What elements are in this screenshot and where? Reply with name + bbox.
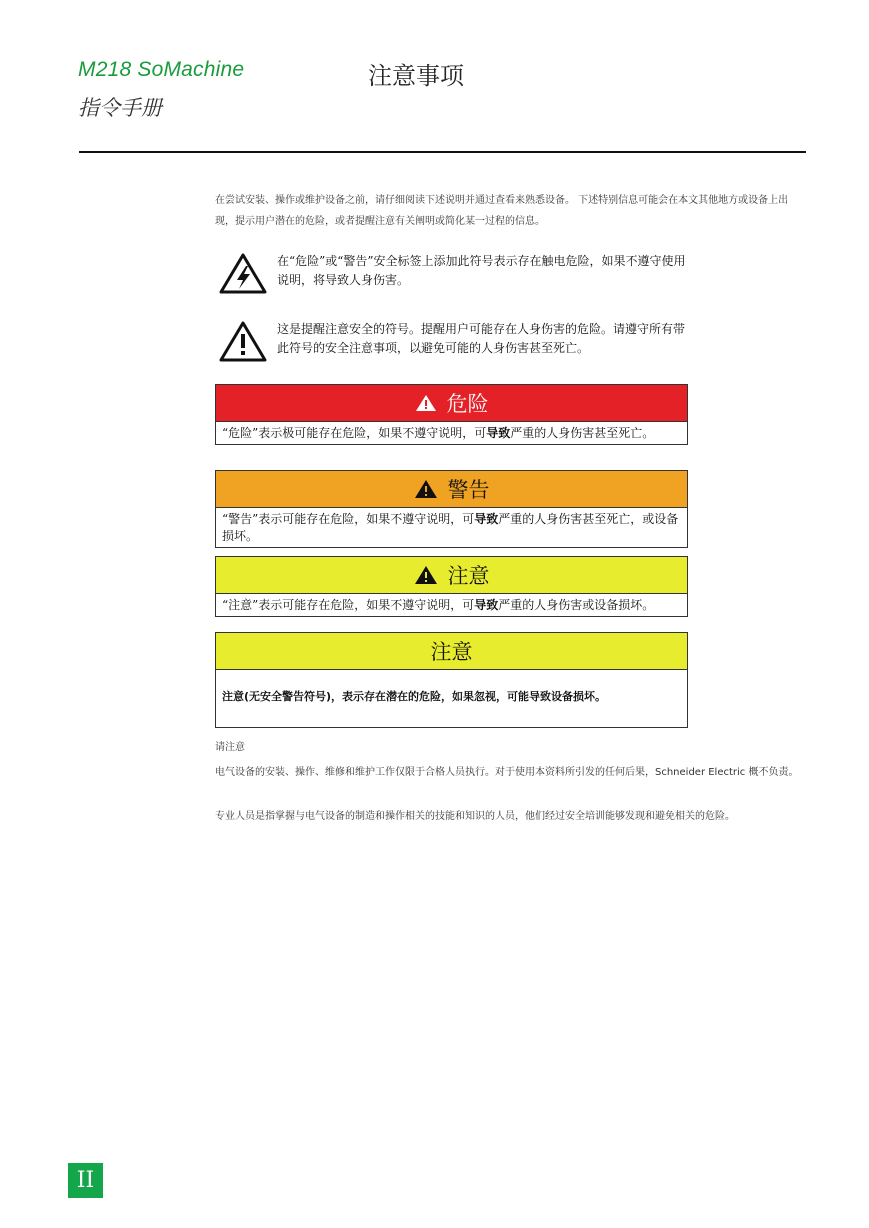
notice-message-box bbox=[215, 632, 688, 728]
safety-alert-row bbox=[215, 320, 690, 370]
manual-title: 指令手册 bbox=[78, 96, 162, 120]
electrical-hazard-text: 在“危险”或“警告”安全标签上添加此符号表示存在触电危险，如果不遵守使用说明，将导致人身伤害。 bbox=[277, 254, 686, 287]
safety-alert-icon bbox=[219, 320, 267, 362]
danger-text: “危险”表示极可能存在危险，如果不遵守说明，可导致严重的人身伤害甚至死亡。 bbox=[222, 426, 655, 440]
danger-title: 危险 bbox=[446, 392, 489, 416]
warning-message-box bbox=[215, 470, 688, 548]
caution-message-box bbox=[215, 556, 688, 617]
note-label: 请注意 bbox=[215, 742, 245, 753]
page-number: II bbox=[76, 1168, 95, 1193]
caution-text: “注意”表示可能存在危险，如果不遵守说明，可导致严重的人身伤害或设备损坏。 bbox=[222, 598, 655, 612]
product-name: M218 SoMachine bbox=[78, 58, 245, 81]
safety-alert-text: 这是提醒注意安全的符号。提醒用户可能存在人身伤害的危险。请遵守所有带此符号的安全注意事项，以避免可能的人身伤害甚至死亡。 bbox=[277, 322, 686, 355]
electrical-hazard-icon bbox=[219, 252, 267, 294]
notice-text: 注意(无安全警告符号)，表示存在潜在的危险，如果忽视，可能导致设备损坏。 bbox=[222, 690, 607, 703]
warning-triangle-icon bbox=[414, 479, 438, 499]
header-divider bbox=[79, 151, 806, 153]
intro-paragraph: 在尝试安装、操作或维护设备之前，请仔细阅读下述说明并通过查看来熟悉设备。 下述特别信息可能会在本文其他地方或设备上出现，提示用户潜在的危险，或者提醒注意有关阐明或简化某一过程的信息。 bbox=[215, 195, 789, 227]
caution-title: 注意 bbox=[447, 564, 490, 588]
warning-text: “警告”表示可能存在危险，如果不遵守说明，可导致严重的人身伤害甚至死亡，或设备损坏。 bbox=[222, 512, 679, 543]
qualified-personnel-paragraph: 电气设备的安装、操作、维修和维护工作仅限于合格人员执行。对于使用本资料所引发的任何后果，Schneider Electric 概不负责。 bbox=[215, 767, 799, 778]
danger-header bbox=[216, 385, 687, 422]
electrical-hazard-row bbox=[215, 252, 690, 302]
page-number-badge bbox=[68, 1163, 103, 1198]
section-title: 注意事项 bbox=[368, 62, 464, 90]
personnel-definition-paragraph: 专业人员是指掌握与电气设备的制造和操作相关的技能和知识的人员，他们经过安全培训能够发现和避免相关的危险。 bbox=[215, 811, 735, 822]
danger-message-box bbox=[215, 384, 688, 445]
warning-title: 警告 bbox=[447, 478, 490, 502]
caution-header bbox=[216, 557, 687, 594]
notice-header bbox=[216, 633, 687, 670]
warning-header bbox=[216, 471, 687, 508]
warning-triangle-icon bbox=[415, 394, 437, 412]
warning-triangle-icon bbox=[414, 565, 438, 585]
notice-title: 注意 bbox=[430, 640, 473, 664]
